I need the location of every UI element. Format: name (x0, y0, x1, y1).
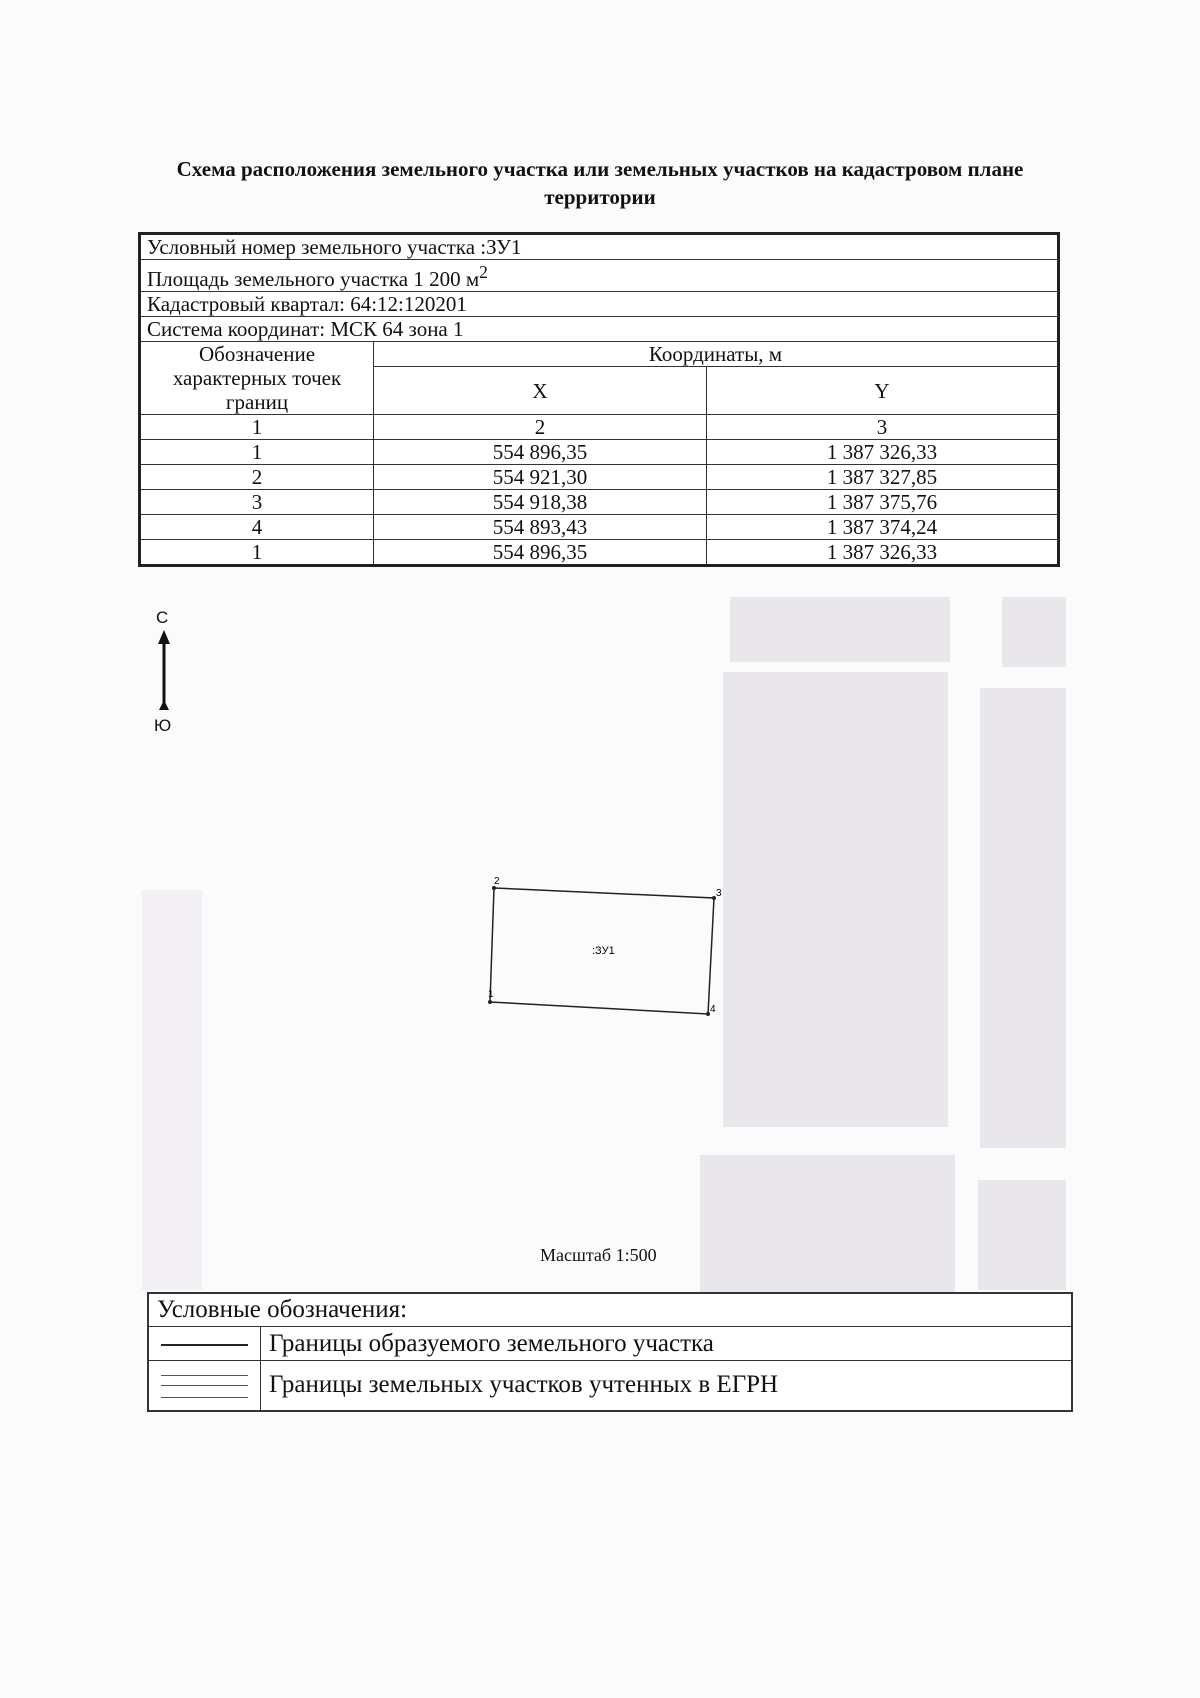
coord-y: 1 387 326,33 (707, 540, 1059, 566)
area-text: Площадь земельного участка 1 200 м (147, 267, 480, 291)
header-coordinates: Координаты, м (374, 342, 1059, 367)
legend-heading: Условные обозначения: (148, 1293, 1072, 1327)
header-y: Y (707, 367, 1059, 415)
point-id: 1 (140, 540, 374, 566)
coord-x: 554 918,38 (374, 490, 707, 515)
neighbor-parcel (142, 890, 202, 1290)
coord-x: 554 896,35 (374, 540, 707, 566)
legend-item: Границы земельных участков учтенных в ЕГРН (261, 1361, 1073, 1411)
column-number: 2 (374, 415, 707, 440)
neighbor-parcel (1002, 597, 1066, 667)
legend-item: Границы образуемого земельного участка (261, 1327, 1073, 1361)
legend-table (147, 1292, 1073, 1412)
point-label: 1 (488, 989, 494, 1000)
column-number: 1 (140, 415, 374, 440)
point-label: 3 (716, 888, 722, 899)
parcel-drawing (480, 870, 720, 1020)
document-title: Схема расположения земельного участка или земельных участков на кадастровом плане территории (176, 157, 1024, 209)
point-label: 2 (494, 876, 500, 887)
legend-symbol-registered-parcels (148, 1361, 261, 1411)
coordinate-system: Система координат: МСК 64 зона 1 (140, 317, 1059, 342)
coord-y: 1 387 326,33 (707, 440, 1059, 465)
neighbor-parcel (978, 1180, 1066, 1290)
coordinates-table (138, 232, 1060, 567)
compass (150, 608, 180, 738)
header-x: X (374, 367, 707, 415)
boundary-point-marker (488, 1000, 492, 1004)
table-row (140, 465, 1059, 490)
parcel-number: Условный номер земельного участка :ЗУ1 (140, 234, 1059, 260)
table-row (140, 515, 1059, 540)
neighbor-parcel (730, 597, 950, 662)
coord-y: 1 387 327,85 (707, 465, 1059, 490)
point-id: 3 (140, 490, 374, 515)
compass-south-label: Ю (154, 716, 172, 735)
parcel-label: :ЗУ1 (592, 945, 615, 957)
neighbor-parcel (700, 1155, 955, 1295)
column-number: 3 (707, 415, 1059, 440)
coord-x: 554 893,43 (374, 515, 707, 540)
map-scale: Масштаб 1:500 (540, 1245, 657, 1265)
table-row (140, 490, 1059, 515)
header-points: Обозначение характерных точек границ (140, 342, 374, 415)
area-unit-exponent: 2 (479, 262, 488, 282)
coord-y: 1 387 374,24 (707, 515, 1059, 540)
point-id: 4 (140, 515, 374, 540)
coord-x: 554 896,35 (374, 440, 707, 465)
point-id: 1 (140, 440, 374, 465)
table-row (140, 540, 1059, 566)
compass-north-label: С (156, 608, 169, 627)
coord-y: 1 387 375,76 (707, 490, 1059, 515)
point-id: 2 (140, 465, 374, 490)
neighbor-parcel (980, 688, 1066, 1148)
cadastral-quarter: Кадастровый квартал: 64:12:120201 (140, 292, 1059, 317)
neighbor-parcel (723, 672, 948, 1127)
table-row (140, 440, 1059, 465)
coord-x: 554 921,30 (374, 465, 707, 490)
point-label: 4 (710, 1004, 716, 1015)
legend-symbol-new-parcel (148, 1327, 261, 1361)
parcel-area (140, 260, 1059, 292)
north-arrow-icon (154, 630, 174, 710)
